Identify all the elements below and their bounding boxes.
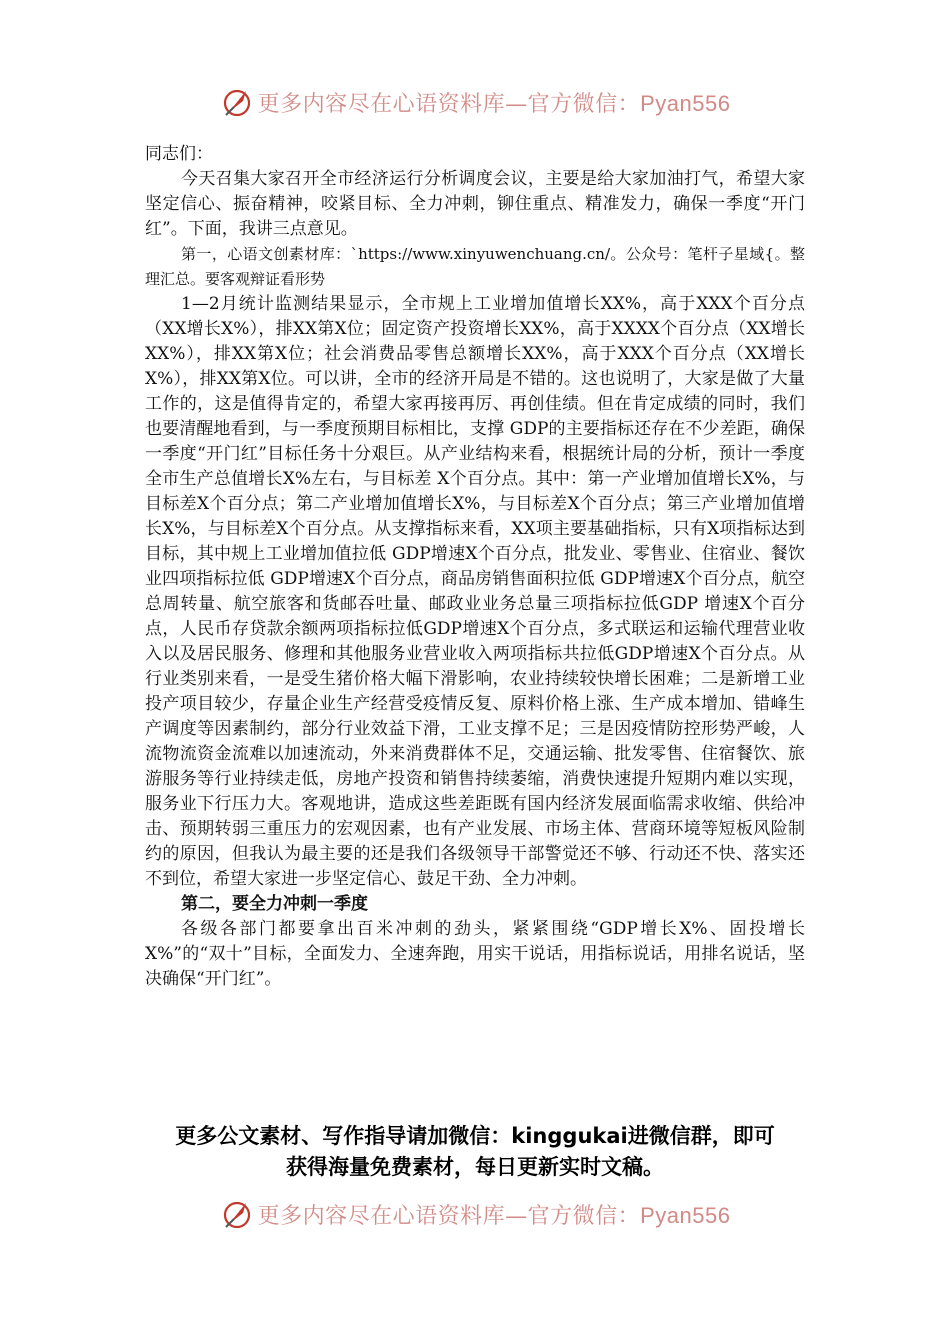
footer-banner [0,1194,950,1234]
paragraph-2: 各级各部门都要拿出百米冲刺的劲头，紧紧围绕“GDP增长X%、固投增长X%”的“双十”目标，全面发力、全速奔跑，用实干说话，用指标说话，用排名说话，坚决确保“开门红”。 [145,919,805,989]
header-banner [0,82,950,122]
quill-logo-icon [220,85,254,119]
document-body [145,142,805,992]
promo-note [0,1121,950,1183]
banner-wechat-id: Pyan556 [640,1202,731,1228]
promo-note-line-1: 更多公文素材、写作指导请加微信：kinggukai进微信群，即可 [175,1124,775,1148]
banner-title: 更多内容尽在心语资料库—官方微信：Pyan556 [257,1202,731,1229]
paragraph-1: 1—2月统计监测结果显示，全市规上工业增加值增长XX%，高于XXX个百分点（XX增长X%），排XX第X位；固定资产投资增长XX%，高于XXXX个百分点（XX增长XX%），排XX第X位；社会消费品零售总额增长XX%，高于XXX个百分点（XX增长X%），排XX第X位。可以讲，全市的经济开局是不错的。这也说明了，大家是做了大量工作的，这是值得肯定的，希望大家再接再厉、再创佳绩。但在肯定成绩的同时，我们也要清醒地看到，与一季度预期目标相比，支撑 GDP的主要指标还存在不少差距，确保一季度“开门红”目标任务十分艰巨。从产业结构来看，根据统计局的分析，预计一季度全市生产总值增长X%左右，与目标差 X个百分点。其中：第一产业增加值增长X%，与目标差X个百分点；第二产业增加值增长X%，与目标差X个百分点；第三产业增加值增长X%，与目标差X个百分点。从支撑指标来看，XX项主要基础指标，只有X项指标达到目标，其中规上工业增加值拉低 GDP增速X个百分点，批发业、零售业、住宿业、餐饮业四项指标拉低 GDP增速X个百分点，商品房销售面积拉低 GDP增速X个百分点，航空总周转量、航空旅客和货邮吞吐量、邮政业业务总量三项指标拉低GDP 增速X个百分点，人民币存贷款余额两项指标拉低GDP增速X个百分点，多式联运和运输代理营业收入以及居民服务、修理和其他服务业营业收入两项指标共拉低GDP增速X个百分点。从行业类别来看，一是受生猪价格大幅下滑影响，农业持续较快增长困难；二是新增工业投产项目较少，存量企业生产经营受疫情反复、原料价格上涨、生产成本增加、错峰生产调度等因素制约，部分行业效益下滑，工业支撑不足；三是因疫情防控形势严峻，人流物流资金流难以加速流动，外来消费群体不足，交通运输、批发零售、住宿餐饮、旅游服务等行业持续走低，房地产投资和销售持续萎缩，消费快速提升短期内难以实现，服务业下行压力大。客观地讲，造成这些差距既有国内经济发展面临需求收缩、供给冲击、预期转弱三重压力的宏观因素，也有产业发展、市场主体、营商环境等短板风险制约的原因，但我认为最主要的还是我们各级领导干部警觉还不够、行动还不快、落实还不到位，希望大家进一步坚定信心、鼓足干劲、全力冲刺。 [145,294,805,889]
salutation: 同志们： [145,144,213,164]
section-heading-2: 第二，要全力冲刺一季度 [181,894,368,914]
banner-title: 更多内容尽在心语资料库—官方微信：Pyan556 [257,90,731,117]
banner-wechat-id: Pyan556 [640,90,731,116]
promo-note-line-2: 获得海量免费素材，每日更新实时文稿。 [286,1155,664,1179]
quill-logo-icon [220,1197,254,1231]
intro-paragraph: 今天召集大家召开全市经济运行分析调度会议，主要是给大家加油打气，希望大家坚定信心、振奋精神，咬紧目标、全力冲刺，铆住重点、精准发力，确保一季度“开门红”。下面，我讲三点意见。 [145,169,805,239]
source-line: 第一，心语文创素材库：`https://www.xinyuwenchuang.cn/。公众号：笔杆子星域{。整理汇总。要客观辩证看形势 [145,245,805,288]
